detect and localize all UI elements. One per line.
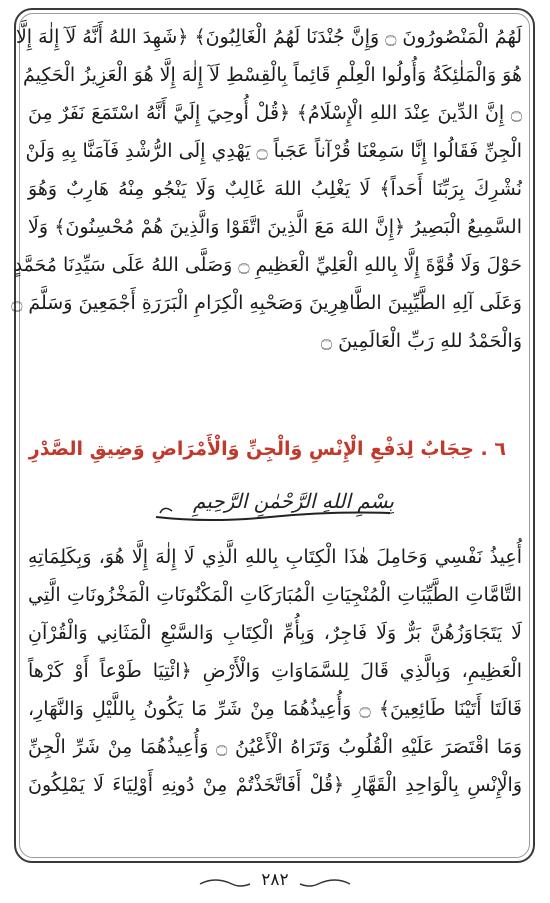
text-line: حَوْلَ وَلَا قُوَّةَ إِلَّا بِاللهِ الْعَلِيِّ الْعَظِيمِ ۝ وَصَلَّى اللهُ عَلَى سَيِّدِنَا مُحَمَّدٍ: [13, 254, 522, 276]
text-line: هُوَ وَالْمَلٰئِكَةُ وَأُولُوا الْعِلْمِ قَائِماً بِالْقِسْطِ لَآ إِلٰهَ إِلَّا هُوَ الْعَزِيزُ الْحَكِيمُ: [22, 64, 522, 86]
text-line: التَّامَّاتِ الطَّيِّبَاتِ الْمُنْجِيَاتِ الْمُبَارَكَاتِ الْمَكْنُونَاتِ الْمَخْزُونَاتِ الَّتِي: [28, 584, 522, 606]
text-line: لَا يَتَجَاوَزُهُنَّ بَرٌّ وَلَا فَاجِرٌ، وَبِأُمِّ الْكِتَابِ وَالسَّبْعِ الْمَثَانِي وَالْقُرْآنِ: [28, 622, 522, 644]
text-line: قَالَتَا أَتَيْنَا طَائِعِينَ﴾ ۝ وَأُعِيذُهُمَا مِنْ شَرِّ مَا يَكُونُ بِاللَّيْلِ وَالنَّهَارِ،: [28, 698, 522, 720]
text-line: الْجِنِّ فَقَالُوا إِنَّا سَمِعْنَا قُرْآناً عَجَباً ۝ يَهْدِي إِلَى الرُّشْدِ فَآمَنَّا بِهِ وَلَنْ: [25, 140, 522, 162]
upper-text-block: [11, 18, 522, 360]
lower-text-block: [28, 538, 522, 804]
text-line: وَعَلَى آلِهِ الطَّيِّبِينَ الطَّاهِرِينَ وَصَحْبِهِ الْكِرَامِ الْبَرَرَةِ أَجْمَعِينَ وَسَلَّمَ ۝: [11, 292, 522, 314]
text-line: وَالْحَمْدُ للهِ رَبِّ الْعَالَمِينَ ۝: [320, 330, 522, 352]
basmala-text: بِسْمِ اللهِ الرَّحْمٰنِ الرَّحِيمِ: [192, 489, 394, 513]
text-line: ۝ إِنَّ الدِّينَ عِنْدَ اللهِ الْإِسْلَامُ﴾ ﴿قُلْ أُوحِيَ إِلَيَّ أَنَّهُ اسْتَمَعَ نَفَرٌ مِنَ: [28, 102, 522, 124]
text-line: السَّمِيعُ الْبَصِيرُ ﴿إِنَّ اللهَ مَعَ الَّذِينَ اتَّقَوْا وَالَّذِينَ هُمْ مُحْسِنُونَ﴾ وَلَا: [28, 216, 522, 238]
text-line: وَمَا اقْتَصَرَ عَلَيْهِ الْقُلُوبُ وَتَرَاهُ الْأَعْيُنُ ۝ وَأُعِيذُهُمَا مِنْ شَرِّ الْجِنِّ: [28, 736, 522, 758]
text-line: لَهُمُ الْمَنْصُورُونَ ۝ وَإِنَّ جُنْدَنَا لَهُمُ الْغَالِبُونَ﴾ ﴿شَهِدَ اللهُ أَنَّهُ لَآ إِلٰهَ إِلَّا: [15, 26, 522, 48]
section-heading: ٦ . حِجَابٌ لِدَفْعِ الْإِنْسِ وَالْجِنِّ وَالْأَمْرَاضِ وَضِيقِ الصَّدْرِ: [28, 438, 506, 460]
text-line: أُعِيذُ نَفْسِي وَحَامِلَ هٰذَا الْكِتَابِ بِاللهِ الَّذِي لَا إِلٰهَ إِلَّا هُوَ، وَبِكَلِمَاتِهِ: [28, 546, 522, 568]
text-line: نُشْرِكَ بِرَبِّنَا أَحَداً﴾ لَا يَغْلِبُ اللهَ غَالِبٌ وَلَا يَنْجُو مِنْهُ هَارِبٌ وَهُوَ: [28, 178, 522, 200]
text-line: وَالْإِنْسِ بِالْوَاحِدِ الْقَهَّارِ ﴿قُلْ أَفَاتَّخَذْتُمْ مِنْ دُونِهِ أَوْلِيَاءَ لَا يَمْلِكُونَ: [28, 774, 522, 796]
text-line: الْعَظِيمِ، وَبِالَّذِي قَالَ لِلسَّمَاوَاتِ وَالْأَرْضِ ﴿ائْتِيَا طَوْعاً أَوْ كَرْهاً: [28, 660, 522, 682]
basmala-calligraphy: [150, 483, 400, 529]
page-number: ٢٨٢: [261, 870, 289, 890]
